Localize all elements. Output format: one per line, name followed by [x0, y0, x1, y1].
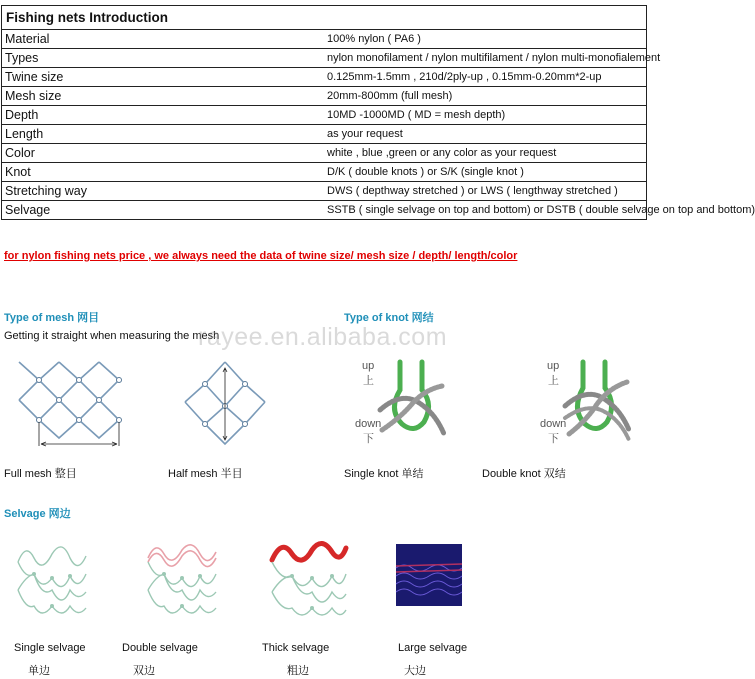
row-label: Length: [2, 125, 325, 144]
full-mesh-caption: Full mesh 整目: [4, 468, 77, 480]
large-selvage-diagram: [396, 544, 462, 606]
double-knot-down-label: down: [540, 418, 567, 430]
selvage-heading: Selvage 网边: [4, 508, 71, 520]
table-row: [2, 144, 647, 163]
single-selvage-caption: Single selvage: [14, 642, 86, 654]
double-knot-caption: Double knot 双结: [482, 468, 566, 480]
mesh-note: Getting it straight when measuring the mesh: [4, 330, 220, 342]
double-knot-diagram: [563, 360, 633, 444]
single-knot-down-cn: 下: [363, 433, 374, 445]
half-mesh-diagram: [185, 362, 265, 447]
single-knot-up-label: up: [362, 360, 375, 372]
double-knot-up-cn: 上: [548, 375, 559, 387]
large-selvage-cn: 大边: [404, 665, 426, 677]
row-value: 100% nylon ( PA6 ): [324, 30, 647, 49]
single-selvage-cn: 单边: [28, 665, 50, 677]
full-mesh-diagram: [14, 362, 134, 452]
row-label: Twine size: [2, 68, 325, 87]
half-mesh-caption: Half mesh 半目: [168, 468, 243, 480]
mesh-heading: Type of mesh 网目: [4, 312, 100, 324]
price-notice: for nylon fishing nets price , we always need the data of twine size/ mesh size / depth/ length/color: [4, 250, 518, 262]
row-value: nylon monofilament / nylon multifilament / nylon multi-monofialement: [324, 49, 647, 68]
row-label: Types: [2, 49, 325, 68]
row-value: DWS ( depthway stretched ) or LWS ( lengthway stretched ): [324, 182, 647, 201]
table-row: [2, 49, 647, 68]
watermark: rayee.en.alibaba.com: [198, 323, 448, 351]
table-row: [2, 68, 647, 87]
table-row: [2, 163, 647, 182]
single-selvage-diagram: [14, 540, 90, 620]
double-selvage-caption: Double selvage: [122, 642, 198, 654]
row-value: white , blue ,green or any color as your request: [324, 144, 647, 163]
knot-heading: Type of knot 网结: [344, 312, 434, 324]
table-row: [2, 106, 647, 125]
single-knot-caption: Single knot 单结: [344, 468, 424, 480]
single-knot-up-cn: 上: [363, 375, 374, 387]
table-row: [2, 182, 647, 201]
row-value: 10MD -1000MD ( MD = mesh depth): [324, 106, 647, 125]
table-row: [2, 87, 647, 106]
double-knot-up-label: up: [547, 360, 560, 372]
row-label: Mesh size: [2, 87, 325, 106]
thick-selvage-caption: Thick selvage: [262, 642, 330, 654]
thick-selvage-cn: 粗边: [287, 665, 309, 677]
row-label: Stretching way: [2, 182, 325, 201]
table-row: [2, 125, 647, 144]
row-value: as your request: [324, 125, 647, 144]
single-knot-diagram: [378, 360, 448, 444]
table-row: [2, 30, 647, 49]
table-title-row: [2, 6, 647, 30]
row-label: Knot: [2, 163, 325, 182]
row-value: 20mm-800mm (full mesh): [324, 87, 647, 106]
row-value: D/K ( double knots ) or S/K (single knot ): [324, 163, 647, 182]
row-value: 0.125mm-1.5mm , 210d/2ply-up , 0.15mm-0.20mm*2-up: [324, 68, 647, 87]
thick-selvage-diagram: [268, 538, 348, 622]
row-value: SSTB ( single selvage on top and bottom) or DSTB ( double selvage on top and bottom): [324, 201, 647, 220]
spec-table: [1, 5, 755, 220]
row-label: Depth: [2, 106, 325, 125]
row-label: Selvage: [2, 201, 325, 220]
single-knot-down-label: down: [355, 418, 382, 430]
double-selvage-cn: 双边: [133, 665, 155, 677]
row-label: Color: [2, 144, 325, 163]
double-knot-down-cn: 下: [548, 433, 559, 445]
large-selvage-caption: Large selvage: [398, 642, 468, 654]
table-row: [2, 201, 647, 220]
row-label: Material: [2, 30, 325, 49]
double-selvage-diagram: [144, 540, 220, 620]
table-title: Fishing nets Introduction: [2, 6, 647, 30]
